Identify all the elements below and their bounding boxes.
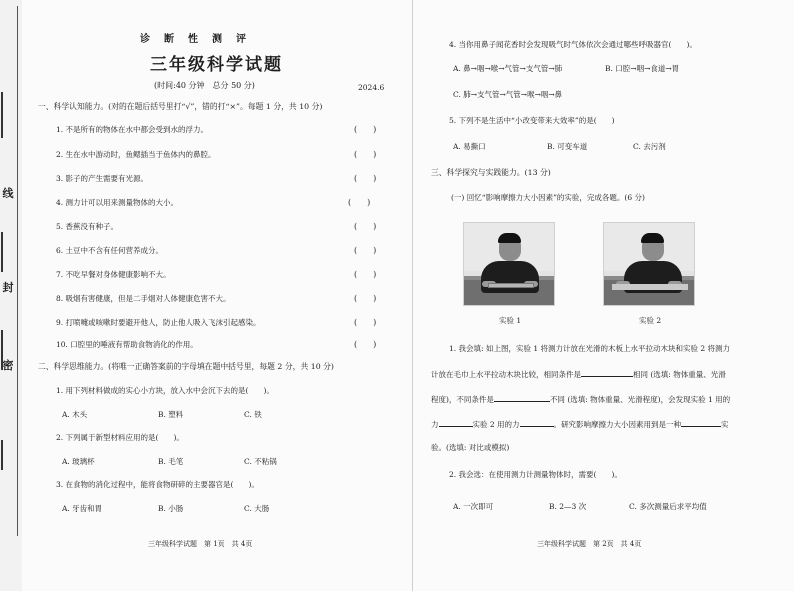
exam-subtitle: 诊断性测评 bbox=[140, 34, 260, 45]
judge-item-7: 7. 不吃早餐对身体健康影响不大。 bbox=[56, 270, 171, 279]
choice-q1-stem: 1. 用下列材料做成的实心小方块，放入水中会沉下去的是( )。 bbox=[56, 386, 274, 395]
binding-line bbox=[17, 6, 18, 536]
fill-q1-line-4 bbox=[431, 418, 729, 430]
exam-time-info: (时间:40 分钟 总分 50 分) bbox=[154, 81, 255, 90]
choice-q2-option-a[interactable]: A. 玻璃杯 bbox=[62, 457, 95, 466]
answer-bracket-1[interactable]: ( ) bbox=[354, 125, 377, 134]
fill-q1-line-4-a: 力 bbox=[431, 420, 439, 429]
judge-item-8: 8. 吸烟有害健康，但是二手烟对人体健康危害不大。 bbox=[56, 294, 231, 303]
judge-item-5: 5. 香蕉没有种子。 bbox=[56, 222, 119, 231]
choice-q4-stem: 4. 当你用鼻子闻花香时会发现吸气时气体依次会通过哪些呼吸器官( )。 bbox=[449, 40, 697, 49]
experiment-1-caption: 实验 1 bbox=[499, 316, 522, 325]
choice-q3-option-a[interactable]: A. 牙齿和胃 bbox=[62, 504, 103, 513]
fill-q1-line-4-d: 实 bbox=[721, 420, 729, 429]
judge-item-10: 10. 口腔里的唾液有帮助食物消化的作用。 bbox=[56, 340, 198, 349]
experiment-2-photo bbox=[603, 222, 695, 306]
fill-q1-line-3 bbox=[431, 393, 730, 405]
answer-bracket-2[interactable]: ( ) bbox=[354, 150, 377, 159]
choice-q4-option-c[interactable]: C. 肺→支气管→气管→喉→咽→鼻 bbox=[453, 90, 563, 99]
judge-item-3: 3. 影子的产生需要有光源。 bbox=[56, 174, 149, 183]
answer-bracket-3[interactable]: ( ) bbox=[354, 174, 377, 183]
judge-item-1: 1. 不是所有的物体在水中都会受到水的浮力。 bbox=[56, 125, 209, 134]
choice-q5-stem: 5. 下列不是生活中“小改变带来大效率”的是( ) bbox=[449, 116, 615, 125]
fill-q1-line-4-b: 实验 2 用的力 bbox=[472, 420, 520, 429]
page-1-footer: 三年级科学试题 第 1页 共 4页 bbox=[148, 540, 253, 548]
fill-q2-option-a[interactable]: A. 一次即可 bbox=[453, 502, 494, 511]
choice-q3-option-c[interactable]: C. 大肠 bbox=[244, 504, 270, 513]
choice-q2-stem: 2. 下列属于新型材料应用的是( )。 bbox=[56, 433, 184, 442]
fill-blank-3[interactable] bbox=[439, 418, 473, 427]
fill-blank-5[interactable] bbox=[681, 418, 721, 427]
choice-q5-option-b[interactable]: B. 可变车道 bbox=[547, 142, 588, 151]
fill-q1-line-1: 1. 我会填: 如上图，实验 1 将测力计放在光滑的木板上水平拉动木块和实验 2 将测力 bbox=[449, 344, 731, 353]
fill-blank-1[interactable] bbox=[581, 368, 633, 377]
choice-q3-stem: 3. 在食物的消化过程中，能将食物研碎的主要器官是( )。 bbox=[56, 480, 259, 489]
binding-glyph-feng: 封 bbox=[2, 281, 14, 294]
page-2-footer: 三年级科学试题 第 2页 共 4页 bbox=[537, 540, 642, 548]
exam-date: 2024.6 bbox=[358, 83, 385, 92]
section-3-heading: 三、科学探究与实践能力。(13 分) bbox=[431, 168, 551, 177]
section-1-heading: 一、科学认知能力。(对的在题后括号里打“√”，错的打“×”。每题 1 分，共 10 分) bbox=[38, 102, 323, 111]
experiment-1-photo bbox=[463, 222, 555, 306]
binding-blank-2 bbox=[1, 232, 3, 272]
choice-q4-option-a[interactable]: A. 鼻→咽→喉→气管→支气管→肺 bbox=[453, 64, 563, 73]
answer-bracket-10[interactable]: ( ) bbox=[354, 340, 377, 349]
exam-page-1 bbox=[22, 0, 412, 591]
fill-blank-2[interactable] bbox=[494, 393, 550, 402]
choice-q4-option-b[interactable]: B. 口腔→咽→食道→胃 bbox=[605, 64, 680, 73]
fill-q2-option-c[interactable]: C. 多次测量后求平均值 bbox=[629, 502, 707, 511]
experiment-2-caption: 实验 2 bbox=[639, 316, 662, 325]
choice-q2-option-b[interactable]: B. 毛笔 bbox=[158, 457, 184, 466]
binding-margin bbox=[0, 0, 22, 591]
answer-bracket-6[interactable]: ( ) bbox=[354, 246, 377, 255]
answer-bracket-7[interactable]: ( ) bbox=[354, 270, 377, 279]
choice-q1-option-a[interactable]: A. 木头 bbox=[62, 410, 88, 419]
judge-item-4: 4. 测力计可以用来测量物体的大小。 bbox=[56, 198, 179, 207]
binding-blank-1 bbox=[1, 92, 3, 138]
answer-bracket-9[interactable]: ( ) bbox=[354, 318, 377, 327]
exam-page-2 bbox=[412, 0, 794, 591]
choice-q1-option-c[interactable]: C. 铁 bbox=[244, 410, 262, 419]
binding-glyph-xian: 线 bbox=[2, 187, 14, 200]
fill-q1-line-2-b: 相同 (选填: 物体重量、光滑 bbox=[633, 370, 726, 379]
binding-glyph-mi: 密 bbox=[2, 359, 14, 372]
fill-q1-line-3-b: 不同 (选填: 物体重量、光滑程度)，会发现实验 1 用的 bbox=[549, 395, 731, 404]
judge-item-6: 6. 土豆中不含有任何营养成分。 bbox=[56, 246, 164, 255]
section-2-heading: 二、科学思维能力。(将唯一正确答案前的字母填在题中括号里，每题 2 分，共 10 分) bbox=[38, 362, 334, 371]
choice-q2-option-c[interactable]: C. 不粘锅 bbox=[244, 457, 277, 466]
judge-item-2: 2. 生在水中游动时，鱼鳃插当于鱼体内的鼻腔。 bbox=[56, 150, 216, 159]
answer-bracket-8[interactable]: ( ) bbox=[354, 294, 377, 303]
exam-title: 三年级科学试题 bbox=[150, 55, 283, 75]
fill-blank-4[interactable] bbox=[520, 418, 554, 427]
choice-q5-option-a[interactable]: A. 易撕口 bbox=[453, 142, 486, 151]
fill-q1-line-2 bbox=[431, 368, 726, 380]
judge-item-9: 9. 打喷嚏或咳嗽时要避开他人，防止他人吸入飞沫引起感染。 bbox=[56, 318, 261, 327]
choice-q5-option-c[interactable]: C. 去污剂 bbox=[633, 142, 666, 151]
answer-bracket-5[interactable]: ( ) bbox=[354, 222, 377, 231]
fill-q1-line-5: 验。(选填: 对比或模拟) bbox=[431, 443, 510, 452]
section-3-subheading: (一) 回忆“影响摩擦力大小因素”的实验，完成各题。(6 分) bbox=[451, 193, 645, 202]
choice-q1-option-b[interactable]: B. 塑料 bbox=[158, 410, 184, 419]
fill-q2-stem: 2. 我会选：在使用测力计测量物体时，需要( )。 bbox=[449, 470, 622, 479]
fill-q2-option-b[interactable]: B. 2—3 次 bbox=[549, 502, 587, 511]
answer-bracket-4[interactable]: ( ) bbox=[348, 198, 371, 207]
binding-blank-4 bbox=[1, 440, 3, 470]
choice-q3-option-b[interactable]: B. 小肠 bbox=[158, 504, 184, 513]
fill-q1-line-4-c: 。研究影响摩擦力大小因素用到是一种 bbox=[553, 420, 682, 429]
fill-q1-line-3-a: 程度)，不同条件是 bbox=[431, 395, 494, 404]
fill-q1-line-2-a: 计放在毛巾上水平拉动木块比较，相同条件是 bbox=[431, 370, 581, 379]
